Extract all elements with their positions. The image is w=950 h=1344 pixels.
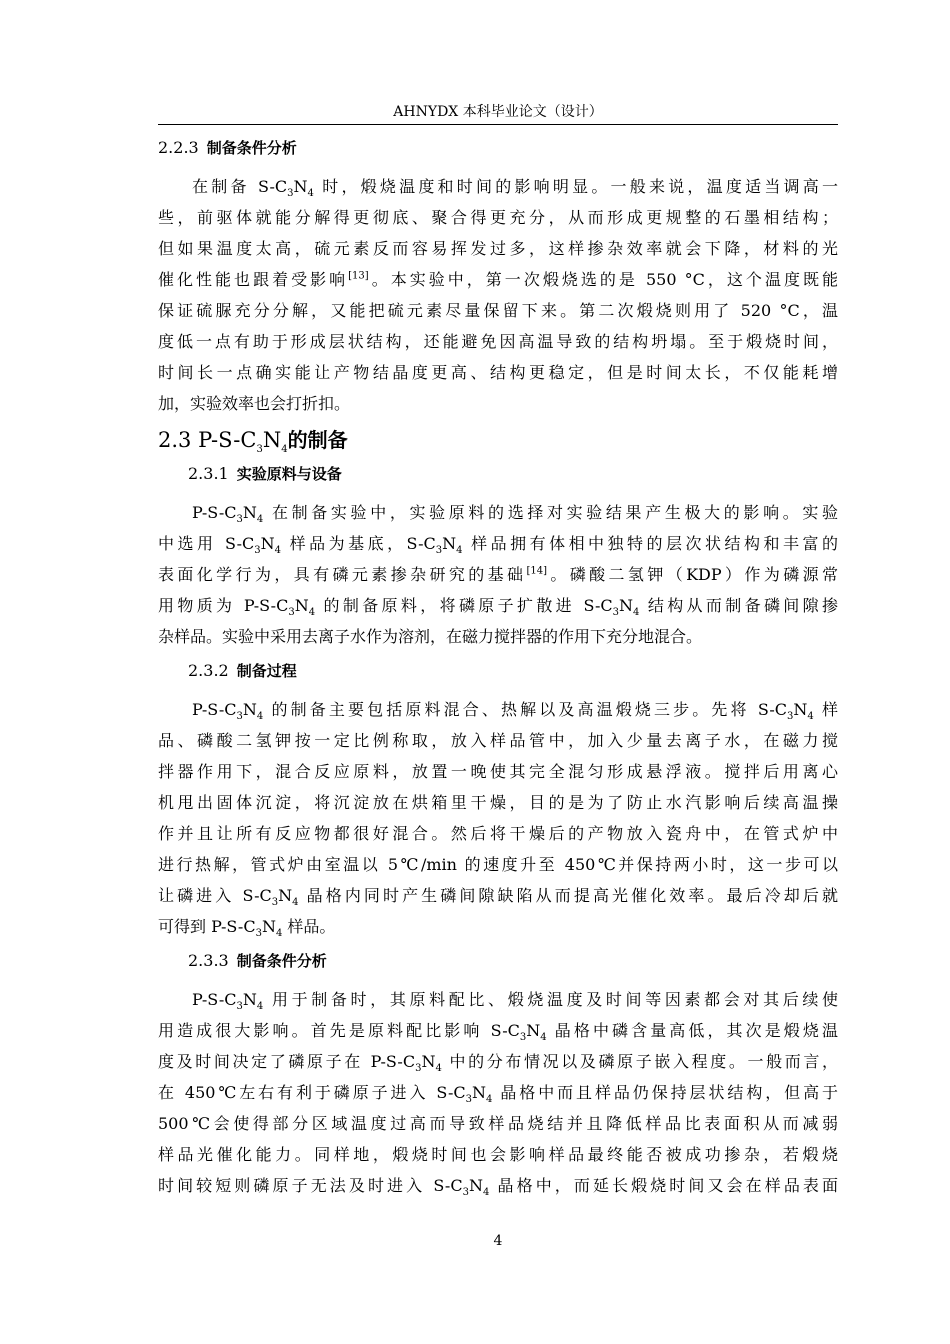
page-number: 4 [493,1233,503,1249]
paragraph-line: 用物质为 $P-S-C_3N_4$ 的制备原料，将磷原子扩散进 $S-C_3N_4$ 结构从而制备磷间隙掺 [158,596,838,619]
paragraph-line: 时间较短则磷原子无法及时进入 $S-C_3N_4$ 晶格中，而延长煅烧时间又会在样品表面 [158,1176,838,1199]
section-heading-2-3 [158,425,838,455]
paragraph-line: 些，前驱体就能分解得更彻底、聚合得更充分，从而形成更规整的石墨相结构； [158,208,838,227]
section-number: 2.3.1 [188,464,229,483]
paragraph-line: 样品光催化能力。同样地，煅烧时间也会影响样品最终能否被成功掺杂，若煅烧 [158,1145,838,1164]
paragraph-line: 杂样品。实验中采用去离子水作为溶剂，在磁力搅拌器的作用下充分地混合。 [158,627,703,646]
running-header: AHNYDX 本科毕业论文（设计） [393,104,603,120]
paragraph-line: 在制备 $S-C_3N_4$ 时，煅烧温度和时间的影响明显。一般来说，温度适当调高一 [192,177,838,200]
paragraph-line: 度低一点有助于形成层状结构，还能避免因高温导致的结构坍塌。至于煅烧时间， [158,332,838,351]
section-title: 制备条件分析 [236,952,327,970]
paragraph-line: 表面化学行为，具有磷元素掺杂研究的基础[14]。磷酸二氢钾（KDP）作为磷源常 [158,565,838,584]
paragraph-line: 在 450℃左右有利于磷原子进入 $S-C_3N_4$ 晶格中而且样品仍保持层状结构，但高于 [158,1083,838,1106]
section-heading-2-3-1 [158,461,838,487]
paragraph-line: $P-S-C_3N_4$ 的制备主要包括原料混合、热解以及高温煅烧三步。先将 $S-C_3N_4$ 样 [192,700,838,723]
section-title: 制备条件分析 [206,139,297,157]
paragraph-line: 进行热解，管式炉由室温以 5℃/min 的速度升至 450℃并保持两小时，这一步可以 [158,855,838,874]
paragraph-line: 500℃会使得部分区域温度过高而导致样品烧结并且降低样品比表面积从而减弱 [158,1114,838,1133]
section-heading-2-3-3 [158,948,838,974]
paragraph-line: $P-S-C_3N_4$ 用于制备时，其原料配比、煅烧温度及时间等因素都会对其后续使 [192,990,838,1013]
paragraph-line: 催化性能也跟着受影响[13]。本实验中，第一次煅烧选的是 550 °C，这个温度既能 [158,270,838,289]
section-title: 制备过程 [236,662,297,680]
paragraph-line: 中选用 $S-C_3N_4$ 样品为基底，$S-C_3N_4$ 样品拥有体相中独特的层次状结构和丰富的 [158,534,838,557]
paragraph-line: 品、磷酸二氢钾按一定比例称取，放入样品管中，加入少量去离子水，在磁力搅 [158,731,838,750]
paragraph-line: 保证硫脲充分分解，又能把硫元素尽量保留下来。第二次煅烧则用了 520 °C，温 [158,301,838,320]
paragraph-line: 机甩出固体沉淀，将沉淀放在烘箱里干燥，目的是为了防止水汽影响后续高温操 [158,793,838,812]
section-number: 2.3.3 [188,951,229,970]
paragraph-line: 加，实验效率也会打折扣。 [158,394,351,413]
section-number: 2.2.3 [158,138,199,157]
paragraph [158,497,838,652]
paragraph [158,984,838,1201]
section-title: 实验原料与设备 [236,465,342,483]
paragraph-line: 拌器作用下，混合反应原料，放置一晚使其完全混匀形成悬浮液。搅拌后用离心 [158,762,838,781]
page-body [158,135,838,1207]
paragraph-line: 用造成很大影响。首先是原料配比影响 $S-C_3N_4$ 晶格中磷含量高低，其次是煅烧温 [158,1021,838,1044]
paragraph [158,694,838,942]
paragraph-line: 让磷进入 $S-C_3N_4$ 晶格内同时产生磷间隙缺陷从而提高光催化效率。最后冷却后就 [158,886,838,909]
paragraph-line: 作并且让所有反应物都很好混合。然后将干燥后的产物放入瓷舟中，在管式炉中 [158,824,838,843]
paragraph-line: 但如果温度太高，硫元素反而容易挥发过多，这样掺杂效率就会下降，材料的光 [158,239,838,258]
paragraph-line: 可得到 $P-S-C_3N_4$ 样品。 [158,917,336,940]
section-title: 的制备 [287,428,348,452]
section-heading-2-3-2 [158,658,838,684]
section-heading-2-2-3 [158,135,838,161]
paragraph [158,171,838,419]
section-number: 2.3.2 [188,661,229,680]
paragraph-line: 时间长一点确实能让产物结晶度更高、结构更稳定，但是时间太长，不仅能耗增 [158,363,838,382]
paragraph-line: $P-S-C_3N_4$ 在制备实验中，实验原料的选择对实验结果产生极大的影响。实验 [192,503,838,526]
header-rule [158,124,838,125]
paragraph-line: 度及时间决定了磷原子在 $P-S-C_3N_4$ 中的分布情况以及磷原子嵌入程度。一般而言， [158,1052,838,1075]
section-number: 2.3 $P-S-C_3N_4$ [158,428,288,456]
